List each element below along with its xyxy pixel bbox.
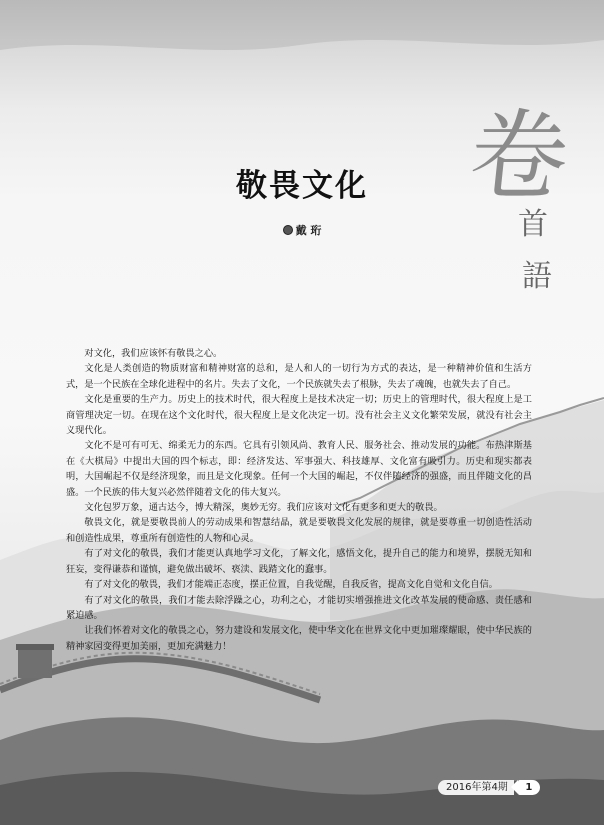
article-title: 敬畏文化 xyxy=(236,168,368,204)
column-header-calligraphy-char-1: 首 xyxy=(518,207,548,242)
article-body xyxy=(66,346,532,654)
article-paragraph: 文化是重要的生产力。历史上的技术时代，很大程度上是技术决定一切；历史上的管理时代，很大程度上是工商管理决定一切。在现在这个文化时代，很大程度上是文化决定一切。没有社会主义文化繁荣发展，就没有社会主义现代化。 xyxy=(66,394,532,437)
article-paragraph: 有了对文化的敬畏，我们才能更认真地学习文化，了解文化，感悟文化，提升自己的能力和境界，摆脱无知和狂妄，变得谦恭和谨慎，避免做出破坏、亵渎、践踏文化的蠢事。 xyxy=(66,548,532,575)
column-header-calligraphy-big: 卷 xyxy=(464,100,575,214)
author-name: 戴 珩 xyxy=(295,224,322,237)
article-paragraph: 有了对文化的敬畏，我们才能端正态度，摆正位置，自我觉醒，自我反省，提高文化自觉和文化自信。 xyxy=(84,579,498,591)
article-author xyxy=(0,222,604,238)
issue-label: 2016年第4期 xyxy=(438,780,514,795)
article-paragraph: 对文化，我们应该怀有敬畏之心。 xyxy=(84,348,223,359)
article-paragraph: 文化是人类创造的物质财富和精神财富的总和，是人和人的一切行为方式的表达，是一种精神价值和生活方式，是一个民族在全球化进程中的名片。失去了文化，一个民族就失去了根脉，失去了魂魄，也就失去了自己。 xyxy=(66,363,532,390)
article-paragraph: 让我们怀着对文化的敬畏之心，努力建设和发展文化，使中华文化在世界文化中更加璀璨耀眼，使中华民族的精神家园变得更加美丽，更加充满魅力！ xyxy=(66,625,532,652)
article-paragraph: 文化不是可有可无、绵柔无力的东西。它具有引领风尚、教育人民、服务社会、推动发展的功能。布热津斯基在《大棋局》中提出大国的四个标志，即：经济发达、军事强大、科技雄厚、文化富有吸引力。历史和现实都表明，大国崛起不仅是经济现象，而且是文化现象。任何一个大国的崛起，不仅伴随经济的强盛，而且伴随文化的昌盛。一个民族的伟大复兴必然伴随着文化的伟大复兴。 xyxy=(66,440,532,498)
page-number: 1 xyxy=(518,780,540,795)
column-header-calligraphy-char-2: 語 xyxy=(522,259,552,294)
page-footer xyxy=(438,779,540,796)
article-paragraph: 有了对文化的敬畏，我们才能去除浮躁之心，功利之心，才能切实增强推进文化改革发展的使命感、责任感和紧迫感。 xyxy=(66,594,532,621)
author-bullet-icon xyxy=(283,225,293,235)
article-paragraph: 敬畏文化，就是要敬畏前人的劳动成果和智慧结晶，就是要敬畏文化发展的规律，就是要尊重一切创造性活动和创造性成果，尊重所有创造性的人物和心灵。 xyxy=(66,517,532,544)
article-paragraph: 文化包罗万象，通古达今，博大精深，奥妙无穷。我们应该对文化有更多和更大的敬畏。 xyxy=(84,502,443,514)
